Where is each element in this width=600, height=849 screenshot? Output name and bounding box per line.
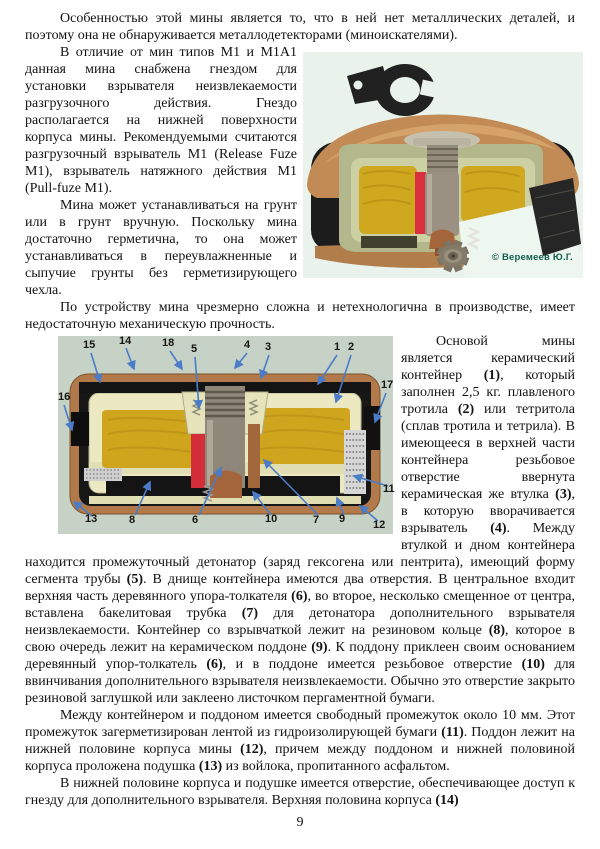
callout-label-14: 14 [119,335,132,347]
paragraph-container-description: Основой мины является керамический контейнер (1), который заполнен 2,5 кг. плавленого тротила (2) или тетритола (сплав тротила и тетрила). В имеющееся в верхней части контейнера резьбовое отверстие ввернута керамическая же втулка (3), в которую вворачивается взрыватель (4). Между втулкой и дном контейнера находится промежуточный детонатор (заряд гексогена или пентрита), имеющий форму сегмента трубы (5). В днище контейнера имеются два отверстия. В центральное входит верхняя часть деревянного упора-толкателя (6), во второе, несколько смещенное от центра, вставлена бакелитовая трубка (7) для детонатора дополнительного взрывателя неизвлекаемости. Контейнер со взрывчаткой лежит на резиновом кольце (8), которое в свою очередь лежит на керамическом поддоне (9). К поддону приклеен своим основанием деревянный упор-толкатель (6), и в поддоне имеется резьбовое отверстие (10) для ввинчивания дополнительного взрывателя неизвлекаемости. Обычно это отверстие закрыто резиновой заглушкой или заклеено листочком пергаментной бумаги. [25,334,575,706]
callout-label-15: 15 [83,339,96,351]
callout-label-11: 11 [383,483,395,495]
callout-label-6: 6 [192,514,199,526]
callout-label-13: 13 [85,513,98,525]
callout-label-5: 5 [191,343,198,355]
figure2-callout-layer [58,336,393,534]
paragraph-lower-half: В нижней половине корпуса и подушке имеется отверстие, обеспечивающее доступ к гнезду для дополнительного взрывателя. Верхняя половина корпуса (14) [25,776,575,808]
callout-label-10: 10 [265,513,278,525]
paragraph-design-complexity: По устройству мина чрезмерно сложна и нетехнологична в производстве, имеет недостаточную механическую прочность. [25,300,575,332]
fuze-column [425,145,459,236]
callout-label-16: 16 [58,391,71,403]
paragraph-fuze-socket: В отличие от мин типов M1 и M1A1 данная мина снабжена гнездом для установки взрывателя неизвлекаемости разгрузочного действия. Гнездо располагается на нижней поверхности корпуса мины. Рекомендуемыми считаются разгрузочный взрыватель M1 (Release Fuze M1), взрыватель натяжного действия M1 (Pull-fuze M1). [25,45,297,196]
callout-label-2: 2 [348,341,355,353]
figure-mine-3d-cutaway [303,52,583,278]
detonator-strip [415,172,426,234]
paragraph-installation: Мина может устанавливаться на грунт или в грунт вручную. Поскольку мина достаточно герметична, то она может устанавливаться в переувлажненные и сыпучие грунты без герметизирующего чехла. [25,198,297,298]
callout-label-17: 17 [381,379,394,391]
callout-label-4: 4 [244,339,251,351]
callout-label-12: 12 [373,519,386,531]
callout-label-18: 18 [162,337,175,349]
mine-3d-cutaway-graphic [303,52,583,278]
callout-label-1: 1 [334,341,341,353]
paragraph-intro: Особенностью этой мины является то, что в ней нет металлических деталей, и поэтому она не обнаруживается металлодетекторами (миноискателями). [25,11,575,43]
callout-label-7: 7 [313,514,320,526]
paragraph-gap-and-pallet: Между контейнером и поддоном имеется свободный промежуток около 10 мм. Этот промежуток загерметизирован лентой из гидроизолирующей бумаги (11). Поддон лежит на нижней половине корпуса мины (12), причем между поддоном и нижней половиной корпуса проложена подушка (13) из войлока, пропитанного асфальтом. [25,708,576,774]
callout-label-9: 9 [339,513,346,525]
page-number: 9 [296,815,304,830]
figure-credit-label: © Веремеев Ю.Г. [491,252,573,263]
figure-mine-cross-section-diagram [58,336,393,534]
callout-label-3: 3 [265,341,272,353]
callout-label-8: 8 [129,514,136,526]
